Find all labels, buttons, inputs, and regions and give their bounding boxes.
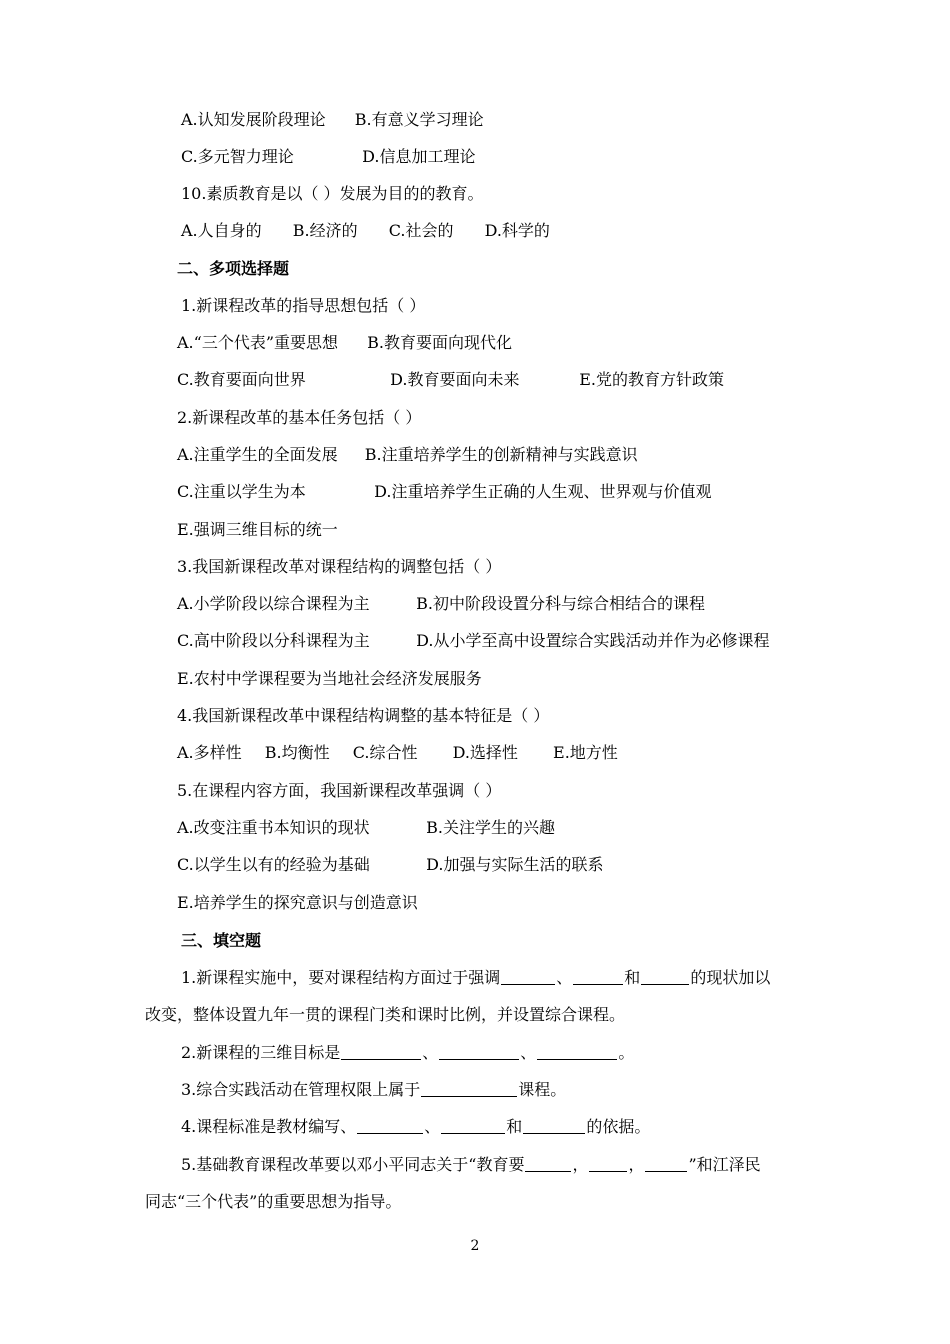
s2-q2-options-row2 bbox=[177, 482, 711, 502]
s2-q2-option-a: A.注重学生的全面发展 bbox=[177, 445, 338, 464]
s3-q5-blank2 bbox=[589, 1155, 627, 1172]
s3-q2-blank2 bbox=[439, 1043, 519, 1060]
s3-q2-blank3 bbox=[537, 1043, 617, 1060]
s3-q5-text2: ”和江泽民 bbox=[688, 1155, 761, 1174]
s3-q2-text: 2.新课程的三维目标是 bbox=[181, 1043, 341, 1062]
q9-options-row2 bbox=[181, 147, 475, 167]
s2-q1-option-c: C.教育要面向世界 bbox=[177, 370, 306, 389]
s2-q5-option-b: B.关注学生的兴趣 bbox=[426, 818, 555, 837]
s2-q4-options bbox=[177, 743, 618, 763]
s2-q4-option-b: B.均衡性 bbox=[264, 743, 330, 762]
s2-q2-option-d: D.注重培养学生正确的人生观、世界观与价值观 bbox=[374, 482, 712, 501]
s2-q3-options-row2 bbox=[177, 631, 769, 651]
s3-q5-text1: 5.基础教育课程改革要以邓小平同志关于“教育要 bbox=[181, 1155, 525, 1174]
s3-q1-blank1 bbox=[501, 968, 555, 985]
s3-q5-sep1: ， bbox=[572, 1155, 589, 1174]
q10-option-a: A.人自身的 bbox=[181, 221, 262, 240]
s3-q3-end: 课程。 bbox=[518, 1080, 567, 1099]
s3-q1-blank2 bbox=[573, 968, 623, 985]
page-number: 2 bbox=[470, 1238, 480, 1254]
s3-q2-sep2: 、 bbox=[520, 1043, 537, 1062]
s3-q1-line1 bbox=[181, 968, 770, 988]
q10-option-d: D.科学的 bbox=[484, 221, 550, 240]
s2-q5-stem: 5.在课程内容方面，我国新课程改革强调（ ） bbox=[177, 781, 502, 800]
s3-q5-line1 bbox=[181, 1155, 761, 1175]
s3-q2-end: 。 bbox=[618, 1043, 635, 1062]
s2-q3-option-d: D.从小学至高中设置综合实践活动并作为必修课程 bbox=[416, 631, 770, 650]
s3-q2 bbox=[181, 1043, 634, 1063]
section3-title: 三、填空题 bbox=[181, 931, 262, 950]
s3-q1-sep2: 和 bbox=[624, 968, 641, 987]
s2-q5-options-row1 bbox=[177, 818, 555, 838]
s3-q1-sep1: 、 bbox=[556, 968, 573, 987]
s3-q1-line2: 改变，整体设置九年一贯的课程门类和课时比例，并设置综合课程。 bbox=[145, 1005, 626, 1024]
s2-q3-options-row1 bbox=[177, 594, 705, 614]
s2-q5-options-row2 bbox=[177, 855, 603, 875]
s2-q4-option-e: E.地方性 bbox=[553, 743, 618, 762]
q9-option-c: C.多元智力理论 bbox=[181, 147, 294, 166]
q10-options bbox=[181, 221, 550, 241]
s3-q4-blank3 bbox=[523, 1117, 585, 1134]
s2-q4-option-d: D.选择性 bbox=[452, 743, 518, 762]
s3-q4-blank2 bbox=[441, 1117, 505, 1134]
s2-q3-option-b: B.初中阶段设置分科与综合相结合的课程 bbox=[416, 594, 705, 613]
s3-q4-text: 4.课程标准是教材编写、 bbox=[181, 1117, 357, 1136]
s3-q1-blank3 bbox=[641, 968, 689, 985]
s3-q2-blank1 bbox=[341, 1043, 421, 1060]
s2-q3-stem: 3.我国新课程改革对课程结构的调整包括（ ） bbox=[177, 557, 502, 576]
s2-q2-options-row1 bbox=[177, 445, 638, 465]
s2-q5-option-c: C.以学生以有的经验为基础 bbox=[177, 855, 370, 874]
s2-q1-option-a: A.“三个代表”重要思想 bbox=[177, 333, 339, 352]
s2-q5-option-d: D.加强与实际生活的联系 bbox=[426, 855, 604, 874]
s3-q4-end: 的依据。 bbox=[586, 1117, 651, 1136]
s2-q5-option-a: A.改变注重书本知识的现状 bbox=[177, 818, 370, 837]
s3-q4-sep2: 和 bbox=[506, 1117, 523, 1136]
s3-q5-blank1 bbox=[525, 1155, 571, 1172]
s2-q5-option-e: E.培养学生的探究意识与创造意识 bbox=[177, 893, 418, 912]
s3-q4 bbox=[181, 1117, 650, 1137]
s2-q2-option-c: C.注重以学生为本 bbox=[177, 482, 306, 501]
s3-q2-sep1: 、 bbox=[422, 1043, 439, 1062]
s2-q2-option-e: E.强调三维目标的统一 bbox=[177, 520, 338, 539]
s3-q4-sep1: 、 bbox=[424, 1117, 441, 1136]
q10-option-c: C.社会的 bbox=[388, 221, 454, 240]
q10-stem: 10.素质教育是以（ ）发展为目的的教育。 bbox=[181, 184, 484, 203]
s2-q1-options-row1 bbox=[177, 333, 512, 353]
s2-q4-stem: 4.我国新课程改革中课程结构调整的基本特征是（ ） bbox=[177, 706, 550, 725]
q9-option-b: B.有意义学习理论 bbox=[354, 110, 484, 129]
s3-q5-blank3 bbox=[645, 1155, 687, 1172]
q10-option-b: B.经济的 bbox=[292, 221, 358, 240]
q9-option-d: D.信息加工理论 bbox=[362, 147, 476, 166]
s2-q4-option-a: A.多样性 bbox=[177, 743, 242, 762]
s3-q5-line2: 同志“三个代表”的重要思想为指导。 bbox=[145, 1192, 402, 1211]
s3-q3-text: 3.综合实践活动在管理权限上属于 bbox=[181, 1080, 421, 1099]
section2-title: 二、多项选择题 bbox=[177, 259, 290, 278]
s2-q1-option-b: B.教育要面向现代化 bbox=[367, 333, 512, 352]
s2-q1-options-row2 bbox=[177, 370, 724, 390]
q9-options-row1 bbox=[181, 110, 484, 130]
s3-q4-blank1 bbox=[357, 1117, 423, 1134]
q9-option-a: A.认知发展阶段理论 bbox=[181, 110, 326, 129]
s2-q2-stem: 2.新课程改革的基本任务包括（ ） bbox=[177, 408, 422, 427]
s3-q1-text2: 的现状加以 bbox=[690, 968, 771, 987]
s3-q1-text1: 1.新课程实施中，要对课程结构方面过于强调 bbox=[181, 968, 501, 987]
s2-q4-option-c: C.综合性 bbox=[352, 743, 418, 762]
s2-q3-option-a: A.小学阶段以综合课程为主 bbox=[177, 594, 370, 613]
s2-q1-option-d: D.教育要面向未来 bbox=[390, 370, 520, 389]
s2-q1-option-e: E.党的教育方针政策 bbox=[579, 370, 724, 389]
s3-q5-sep2: ， bbox=[628, 1155, 645, 1174]
s2-q3-option-e: E.农村中学课程要为当地社会经济发展服务 bbox=[177, 669, 482, 688]
s3-q3-blank1 bbox=[421, 1080, 517, 1097]
s3-q3 bbox=[181, 1080, 566, 1100]
s2-q2-option-b: B.注重培养学生的创新精神与实践意识 bbox=[364, 445, 638, 464]
s2-q3-option-c: C.高中阶段以分科课程为主 bbox=[177, 631, 370, 650]
s2-q1-stem: 1.新课程改革的指导思想包括（ ） bbox=[181, 296, 426, 315]
